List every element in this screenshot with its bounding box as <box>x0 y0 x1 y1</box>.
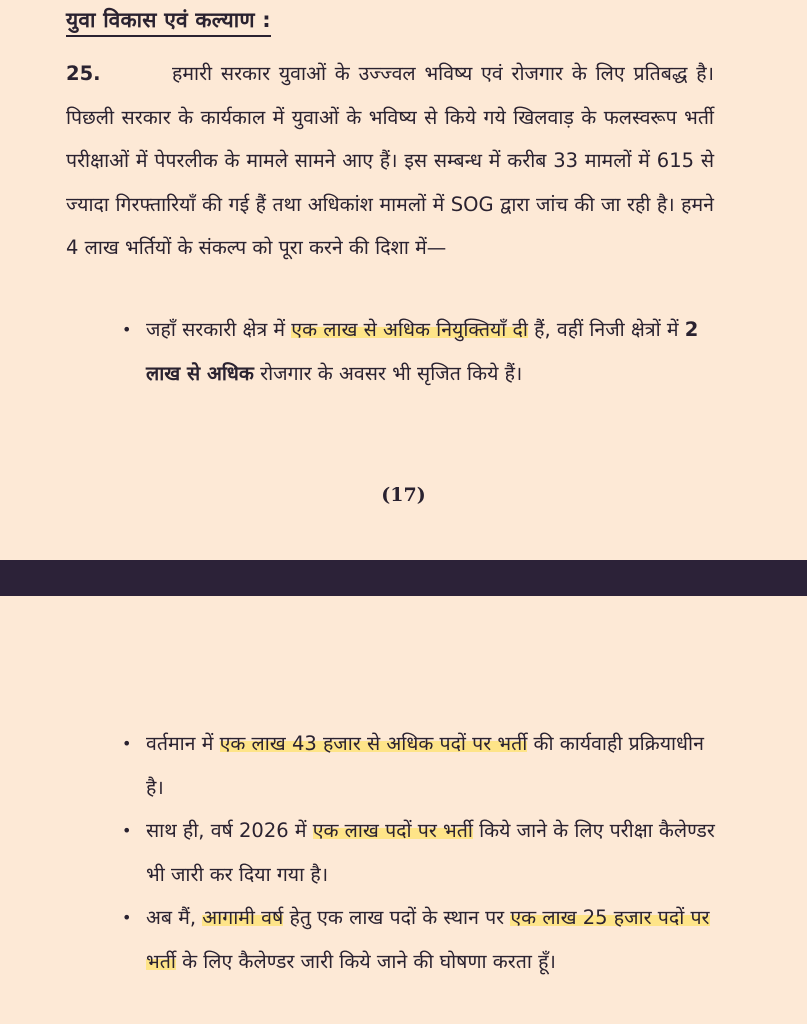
page-number: (17) <box>381 484 426 506</box>
list-item: • जहाँ सरकारी क्षेत्र में एक लाख से अधिक नियुक्तियाँ दी हैं, वहीं निजी क्षेत्रों में 2 लाख से अधिक रोजगार के अवसर भी सृजित किये हैं। <box>146 308 716 395</box>
bold-text: 2 लाख से अधिक <box>146 318 699 385</box>
paragraph-number: 25. <box>66 62 101 85</box>
page-divider <box>0 560 807 596</box>
list-item: • साथ ही, वर्ष 2026 में एक लाख पदों पर भर्ती किये जाने के लिए परीक्षा कैलेण्डर भी जारी कर दिया गया है। <box>146 809 716 896</box>
bullet-icon: • <box>122 908 132 927</box>
highlighted-text: एक लाख 25 हजार पदों पर भर्ती <box>146 906 710 973</box>
list-item: • अब मैं, आगामी वर्ष हेतु एक लाख पदों के स्थान पर एक लाख 25 हजार पदों पर भर्ती के लिए कैलेण्डर जारी किये जाने की घोषणा करता हूँ। <box>146 896 716 983</box>
bullet-list <box>122 308 716 395</box>
list-item: • वर्तमान में एक लाख 43 हजार से अधिक पदों पर भर्ती की कार्यवाही प्रक्रियाधीन है। <box>146 722 716 809</box>
highlighted-text: आगामी वर्ष <box>202 906 284 929</box>
highlighted-text: एक लाख 43 हजार से अधिक पदों पर भर्ती <box>219 732 528 755</box>
bullet-icon: • <box>122 734 132 753</box>
highlighted-text: एक लाख पदों पर भर्ती <box>312 819 473 842</box>
highlighted-text: एक लाख से अधिक नियुक्तियाँ दी <box>291 318 528 341</box>
bullet-list <box>122 722 716 983</box>
bullet-icon: • <box>122 320 132 339</box>
paragraph-text: हमारी सरकार युवाओं के उज्ज्वल भविष्य एवं रोजगार के लिए प्रतिबद्ध है। पिछली सरकार के कार्यकाल में युवाओं के भविष्य से किये गये खिलवाड़ के फलस्वरूप भर्ती परीक्षाओं में पेपरलीक के मामले सामने आए हैं। इस सम्बन्ध में करीब 33 मामलों में 615 से ज्यादा गिरफ्तारियाँ की गई हैं तथा अधिकांश मामलों में SOG द्वारा जांच की जा रही है। हमने 4 लाख भर्तियों के संकल्प को पूरा करने की दिशा में— <box>66 62 714 259</box>
section-heading: युवा विकास एवं कल्याण : <box>66 6 271 37</box>
bullet-icon: • <box>122 821 132 840</box>
paragraph-25 <box>66 52 714 270</box>
document-page-18 <box>0 596 807 1024</box>
